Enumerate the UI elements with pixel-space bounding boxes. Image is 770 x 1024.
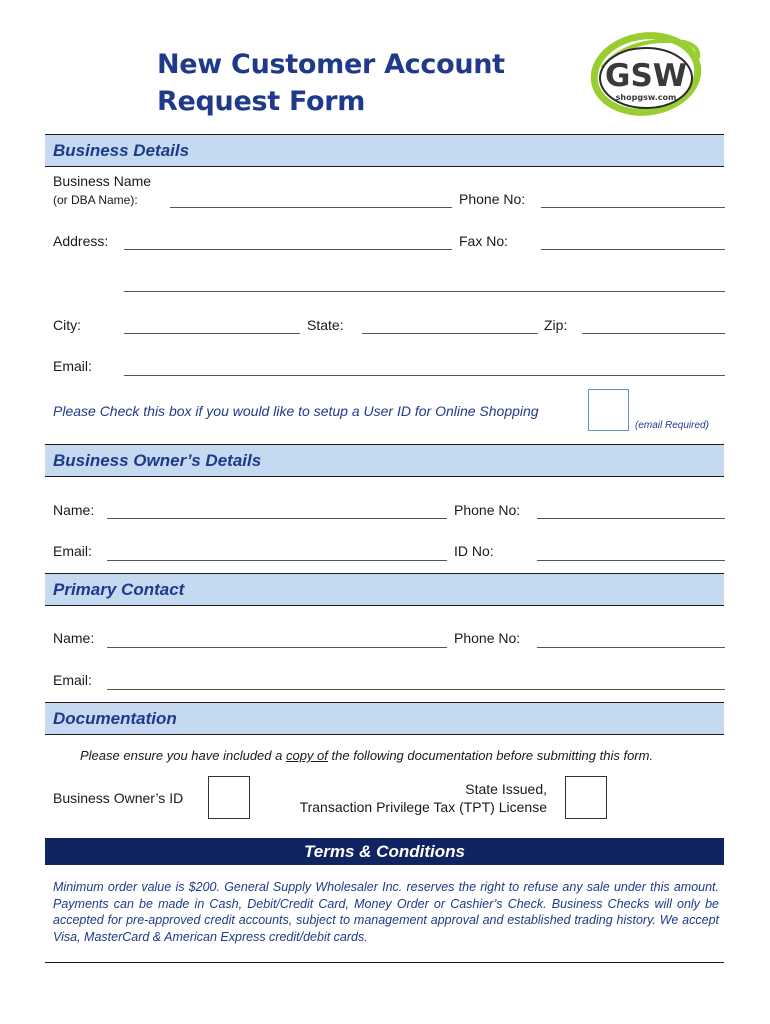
- bottom-divider: [45, 962, 724, 963]
- owner-name-field[interactable]: [107, 518, 447, 519]
- owner-email-label: Email:: [53, 543, 92, 559]
- section-heading: Business Owner’s Details: [53, 451, 262, 470]
- userid-note: Please Check this box if you would like to setup a User ID for Online Shopping: [53, 403, 539, 419]
- address-field[interactable]: [124, 249, 452, 250]
- city-field[interactable]: [124, 333, 300, 334]
- section-heading: Primary Contact: [53, 580, 185, 599]
- section-business-details: [45, 134, 724, 167]
- owner-phone-field[interactable]: [537, 518, 725, 519]
- title-line-1: New Customer Account: [157, 49, 505, 80]
- doc-note-before: Please ensure you have included a: [80, 748, 286, 763]
- terms-heading: Terms & Conditions: [304, 842, 465, 861]
- tpt-license-label: [270, 780, 547, 816]
- section-heading: Business Details: [53, 141, 190, 160]
- email-required-note: (email Required): [635, 420, 709, 431]
- section-owner-details: [45, 444, 724, 477]
- contact-email-field[interactable]: [107, 689, 725, 690]
- contact-email-label: Email:: [53, 672, 92, 688]
- owner-id-label: ID No:: [454, 543, 494, 559]
- owner-id-checkbox[interactable]: [208, 776, 250, 819]
- logo-url: shopgsw.com: [615, 93, 677, 102]
- doc-note-after: the following documentation before submitting this form.: [327, 748, 654, 763]
- dba-label: (or DBA Name):: [53, 193, 138, 207]
- owner-id-doc-label: Business Owner’s ID: [53, 790, 184, 806]
- business-name-field[interactable]: [170, 207, 452, 208]
- state-field[interactable]: [362, 333, 538, 334]
- contact-phone-label: Phone No:: [454, 630, 521, 646]
- logo-text: GSW: [605, 58, 687, 94]
- section-primary-contact: [45, 573, 724, 606]
- title-line-2: Request Form: [157, 86, 366, 117]
- business-phone-field[interactable]: [541, 207, 725, 208]
- state-label: State:: [307, 317, 344, 333]
- gsw-logo-graphic: [588, 28, 706, 118]
- email-label: Email:: [53, 358, 92, 374]
- contact-name-label: Name:: [53, 630, 95, 646]
- phone-label: Phone No:: [459, 191, 526, 207]
- documentation-note: [80, 748, 653, 763]
- tpt-license-checkbox[interactable]: [565, 776, 607, 819]
- business-email-field[interactable]: [124, 375, 725, 376]
- contact-phone-field[interactable]: [537, 647, 725, 648]
- city-label: City:: [53, 317, 81, 333]
- fax-field[interactable]: [541, 249, 725, 250]
- section-terms: [45, 838, 724, 865]
- section-documentation: [45, 702, 724, 735]
- page-title: [157, 46, 505, 120]
- owner-phone-label: Phone No:: [454, 502, 521, 518]
- zip-field[interactable]: [582, 333, 725, 334]
- address-line-2-field[interactable]: [124, 291, 725, 292]
- terms-text: Minimum order value is $200. General Supply Wholesaler Inc. reserves the right to refuse any sale under this amount. Payments can be made in Cash, Debit/Credit Card, Money Order or Cashier’s Check. Business Checks will only be accepted for pre-approved credit accounts, subject to management approval and established trading history. We accept Visa, MasterCard & American Express credit/debit cards.: [53, 880, 719, 944]
- doc-note-underlined: copy of: [285, 748, 328, 763]
- owner-email-field[interactable]: [107, 560, 447, 561]
- contact-name-field[interactable]: [107, 647, 447, 648]
- zip-label: Zip:: [544, 317, 568, 333]
- tpt-line-1: State Issued,: [465, 781, 547, 797]
- gsw-logo: [588, 28, 706, 118]
- tpt-line-2: Transaction Privilege Tax (TPT) License: [299, 799, 547, 815]
- section-heading: Documentation: [53, 709, 177, 728]
- owner-name-label: Name:: [53, 502, 95, 518]
- userid-checkbox[interactable]: [588, 389, 629, 431]
- address-label: Address:: [53, 233, 109, 249]
- owner-id-field[interactable]: [537, 560, 725, 561]
- fax-label: Fax No:: [459, 233, 509, 249]
- business-name-label: Business Name: [53, 173, 152, 189]
